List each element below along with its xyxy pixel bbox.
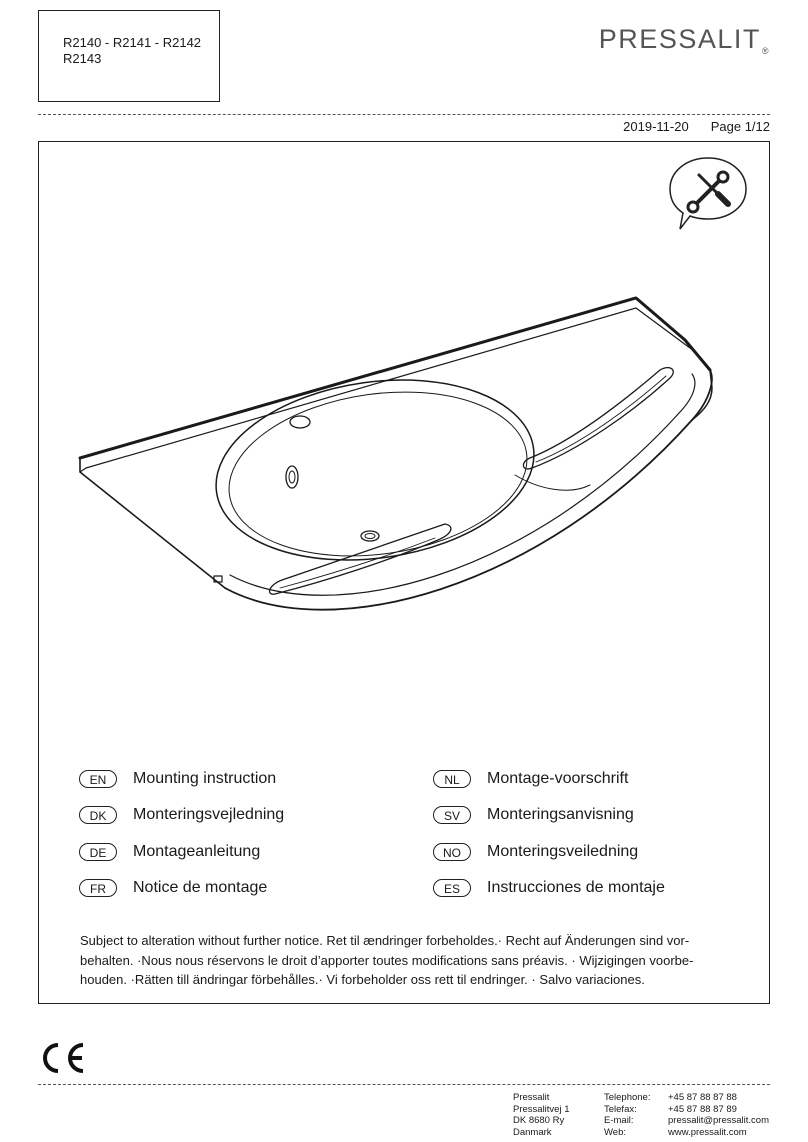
footer-contact-labels: [604, 1092, 650, 1138]
language-label: Mounting instruction: [133, 770, 277, 787]
brand-name: PRESSALIT: [598, 24, 761, 54]
language-code-badge: FR: [79, 879, 117, 897]
language-label: Monteringsvejledning: [133, 806, 285, 823]
language-code-badge: NL: [433, 770, 471, 788]
address-country: Danmark: [513, 1126, 552, 1138]
telephone-label: Telephone:: [604, 1092, 651, 1103]
brand-logo: [599, 24, 770, 56]
language-code-badge: ES: [433, 879, 471, 897]
top-dashed-divider: [38, 114, 770, 115]
telefax-label: Telefax:: [604, 1103, 637, 1115]
address-company: Pressalit: [513, 1092, 550, 1103]
footer-address: [513, 1092, 570, 1138]
address-street: Pressalitvej 1: [513, 1103, 570, 1115]
language-label: Montageanleitung: [133, 843, 261, 860]
registered-mark: ®: [761, 46, 770, 56]
language-label: Notice de montage: [133, 879, 268, 896]
alteration-notice: [80, 931, 730, 990]
web-label: Web:: [604, 1126, 627, 1138]
model-numbers-line-2: R2143: [63, 51, 102, 66]
language-item-es: [433, 879, 665, 897]
address-city: DK 8680 Ry: [513, 1115, 565, 1126]
language-code-badge: DK: [79, 806, 117, 824]
language-item-de: [79, 843, 260, 861]
language-item-sv: [433, 806, 634, 824]
footer-contact-values: [668, 1092, 769, 1138]
page-number: Page 1/12: [710, 119, 770, 134]
language-code-badge: SV: [433, 806, 471, 824]
language-code-badge: EN: [79, 770, 117, 788]
language-item-fr: [79, 879, 267, 897]
telefax-value: +45 87 88 87 89: [668, 1103, 737, 1115]
document-date: 2019-11-20: [623, 119, 689, 134]
language-label: Instrucciones de montaje: [487, 879, 665, 896]
language-label: Monteringsveiledning: [487, 843, 639, 860]
ce-mark-icon: [38, 1040, 86, 1076]
language-item-en: [79, 770, 276, 788]
email-label: E-mail:: [604, 1115, 634, 1126]
notice-line: houden. ·Rätten till ändringar förbehålles.· Vi forbeholder oss rett til endringer. · Salvo variaciones.: [80, 972, 645, 987]
notice-line: Subject to alteration without further notice. Ret til ændringer forbeholdes.· Recht auf Änderungen sind vor-: [80, 933, 690, 948]
document-meta: [623, 119, 770, 134]
language-item-nl: [433, 770, 628, 788]
language-code-badge: NO: [433, 843, 471, 861]
telephone-value: +45 87 88 87 88: [668, 1092, 737, 1103]
washbasin-illustration: [70, 290, 730, 640]
notice-line: behalten. ·Nous nous réservons le droit d’apporter toutes modifications sans préavis. · Wijzigingen voorbe-: [80, 952, 694, 968]
model-number-box: [38, 10, 220, 102]
email-link[interactable]: pressalit@pressalit.com: [668, 1115, 769, 1126]
bottom-dashed-divider: [38, 1084, 770, 1085]
language-label: Monteringsanvisning: [487, 806, 634, 823]
language-label: Montage-voorschrift: [487, 770, 629, 787]
language-item-dk: [79, 806, 284, 824]
model-numbers-line-1: R2140 - R2141 - R2142: [63, 35, 202, 50]
wrench-screwdriver-icon: [666, 155, 750, 233]
language-code-badge: DE: [79, 843, 117, 861]
language-item-no: [433, 843, 638, 861]
web-link[interactable]: www.pressalit.com: [668, 1126, 747, 1138]
